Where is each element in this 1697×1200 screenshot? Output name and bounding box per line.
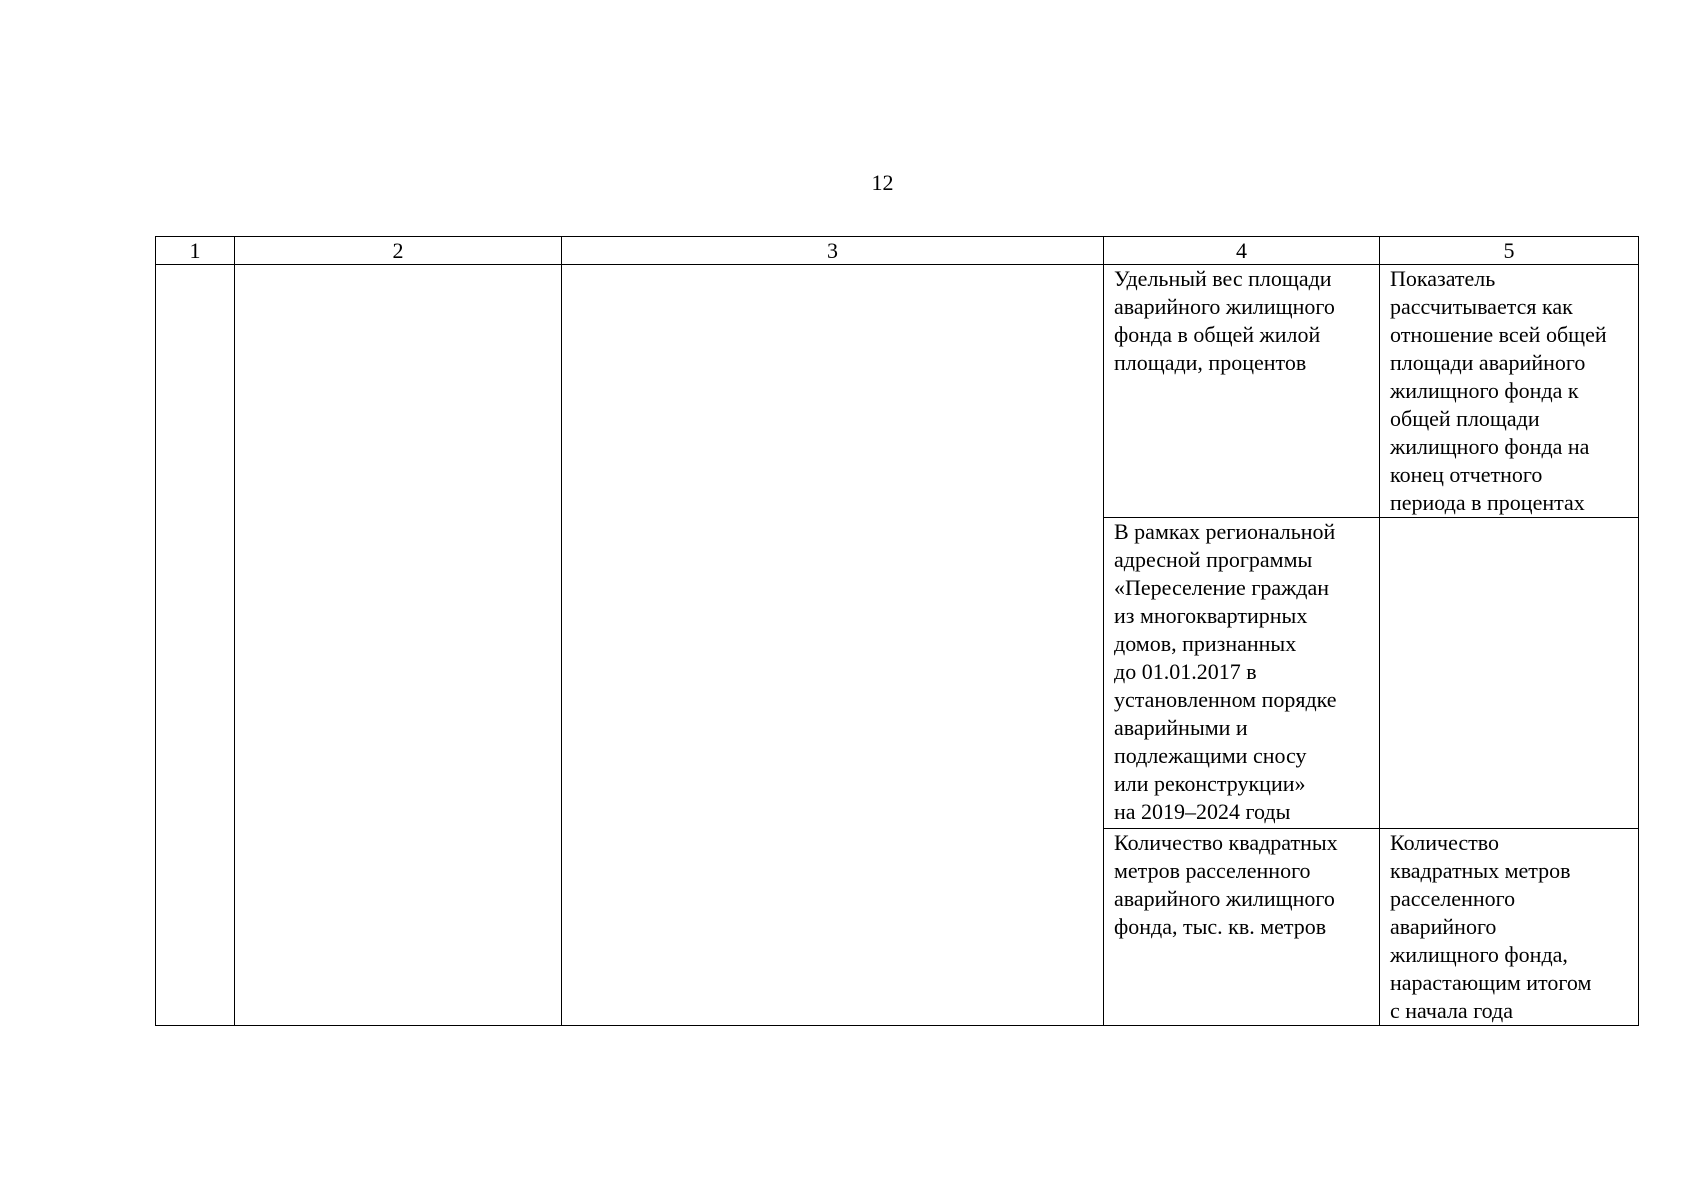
table-row <box>156 265 1639 518</box>
indicator-name-cell <box>1104 829 1380 1026</box>
indicator-table <box>155 236 1639 1026</box>
indicator-name-text: Количество квадратных метров расселенного аварийного жилищного фонда, тыс. кв. метров <box>1114 830 1338 939</box>
column-header-4: 4 <box>1104 237 1380 265</box>
column-header-5: 5 <box>1380 237 1639 265</box>
cell-col3-merged <box>562 265 1104 1026</box>
cell-col2-merged <box>235 265 562 1026</box>
column-header-2: 2 <box>235 237 562 265</box>
program-name-cell <box>1104 518 1380 829</box>
indicator-method-cell <box>1380 265 1639 518</box>
page-number: 12 <box>871 170 894 195</box>
program-name-text: В рамках региональной адресной программы «Переселение граждан из многоквартирных домов, признанных до 01.01.2017 в установленном порядке аварийными и подлежащими сносу или реконструкции» на 2019–2024 годы <box>1114 519 1337 824</box>
column-header-3: 3 <box>562 237 1104 265</box>
indicator-name-text: Удельный вес площади аварийного жилищного фонда в общей жилой площади, процентов <box>1114 266 1335 375</box>
cell-col1-merged <box>156 265 235 1026</box>
table-header-row <box>156 237 1639 265</box>
column-header-1: 1 <box>156 237 235 265</box>
indicator-method-text: Количество квадратных метров расселенного аварийного жилищного фонда, нарастающим итогом с начала года <box>1390 830 1592 1023</box>
indicator-method-text: Показатель рассчитывается как отношение всей общей площади аварийного жилищного фонда к общей площади жилищного фонда на конец отчетного периода в процентах <box>1390 266 1607 515</box>
indicator-name-cell <box>1104 265 1380 518</box>
indicator-method-cell <box>1380 829 1639 1026</box>
program-method-cell <box>1380 518 1639 829</box>
